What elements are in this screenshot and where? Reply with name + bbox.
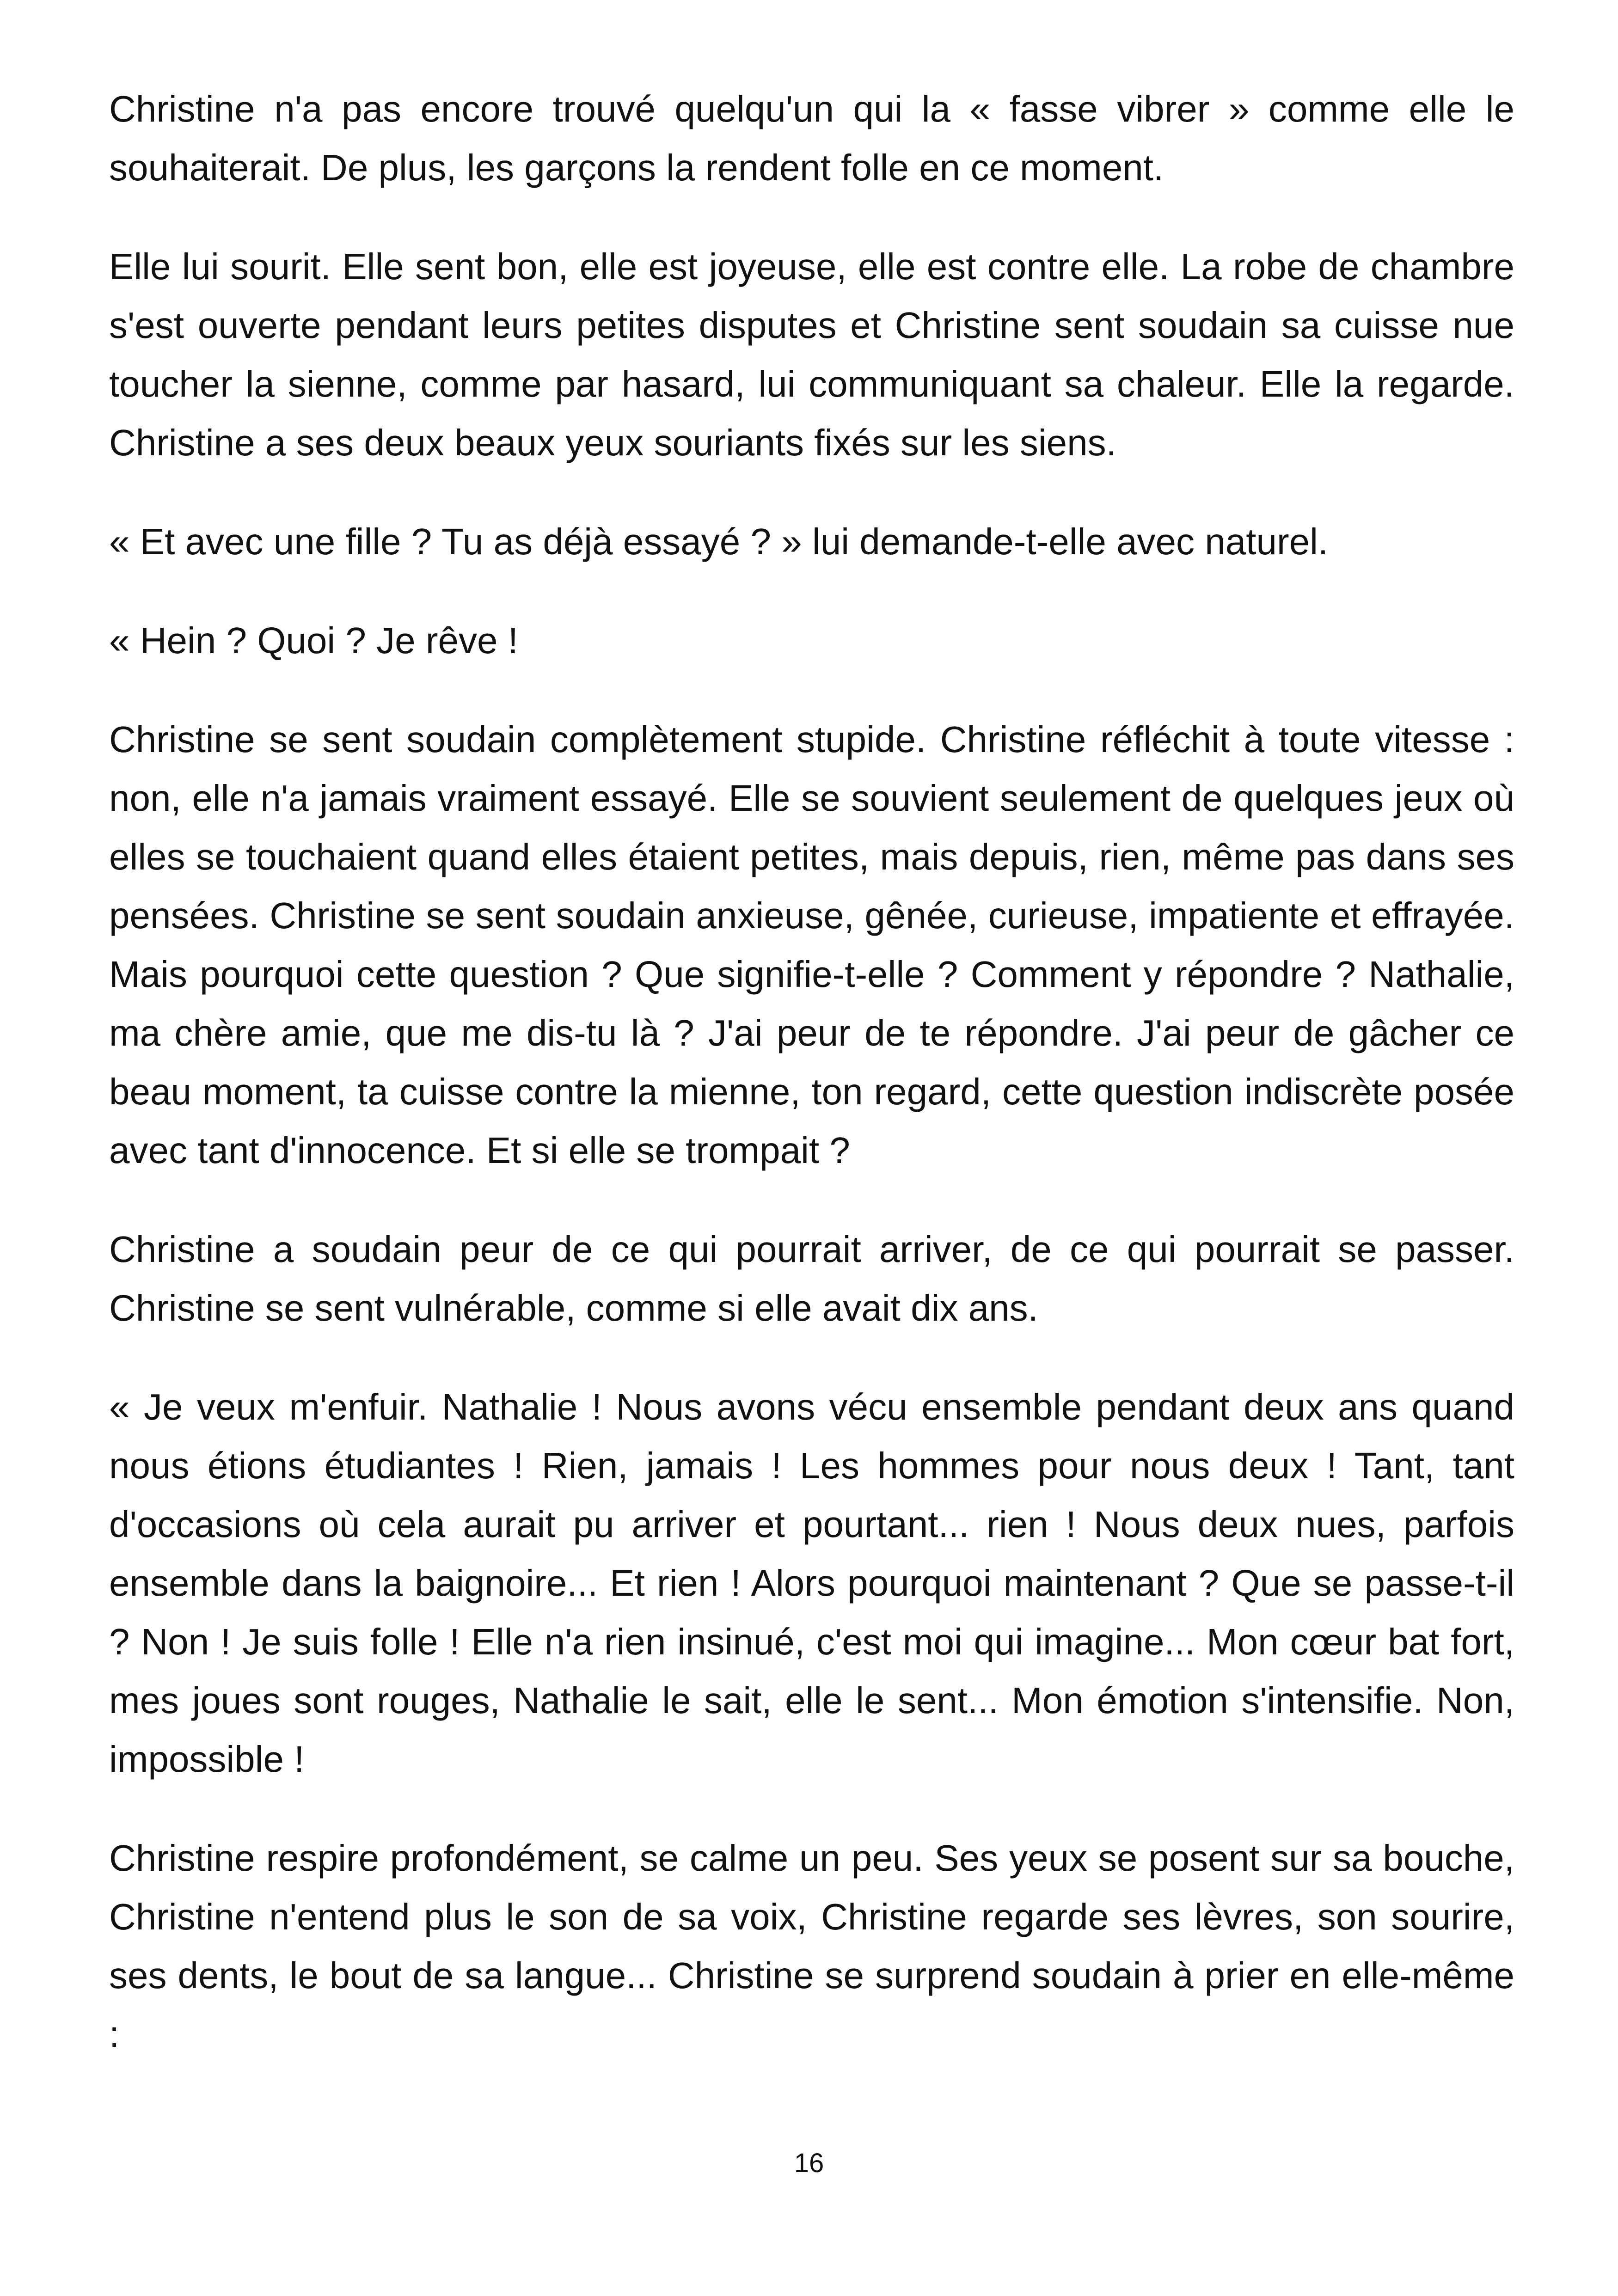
paragraph: Elle lui sourit. Elle sent bon, elle est joyeuse, elle est contre elle. La robe de chambre s'est ouverte pendant leurs petites disputes et Christine sent soudain sa cuisse nue toucher la sienne, comme par hasard, lui communiquant sa chaleur. Elle la regarde. Christine a ses deux beaux yeux souriants fixés sur les siens. <box>109 246 1514 463</box>
body-text <box>109 80 1514 2104</box>
paragraph: Christine n'a pas encore trouvé quelqu'un qui la « fasse vibrer » comme elle le souhaiterait. De plus, les garçons la rendent folle en ce moment. <box>109 88 1514 188</box>
page-number: 16 <box>794 2148 824 2178</box>
paragraph: Christine a soudain peur de ce qui pourrait arriver, de ce qui pourrait se passer. Christine se sent vulnérable, comme si elle avait dix ans. <box>109 1229 1514 1329</box>
paragraph: « Et avec une fille ? Tu as déjà essayé ? » lui demande-t-elle avec naturel. <box>109 521 1329 562</box>
paragraph: « Je veux m'enfuir. Nathalie ! Nous avons vécu ensemble pendant deux ans quand nous étions étudiantes ! Rien, jamais ! Les hommes pour nous deux ! Tant, tant d'occasions où cela aurait pu arriver et pourtant... rien ! Nous deux nues, parfois ensemble dans la baignoire... Et rien ! Alors pourquoi maintenant ? Que se passe-t-il ? Non ! Je suis folle ! Elle n'a rien insinué, c'est moi qui imagine... Mon cœur bat fort, mes joues sont rouges, Nathalie le sait, elle le sent... Mon émotion s'intensifie. Non, impossible ! <box>109 1386 1514 1780</box>
paragraph: Christine respire profondément, se calme un peu. Ses yeux se posent sur sa bouche, Christine n'entend plus le son de sa voix, Christine regarde ses lèvres, son sourire, ses dents, le bout de sa langue... Christine se surprend soudain à prier en elle-même : <box>109 1837 1514 2055</box>
paragraph: « Hein ? Quoi ? Je rêve ! <box>109 620 518 661</box>
paragraph: Christine se sent soudain complètement stupide. Christine réfléchit à toute vitesse : non, elle n'a jamais vraiment essayé. Elle se souvient seulement de quelques jeux où elles se touchaient quand elles étaient petites, mais depuis, rien, même pas dans ses pensées. Christine se sent soudain anxieuse, gênée, curieuse, impatiente et effrayée. Mais pourquoi cette question ? Que signifie-t-elle ? Comment y répondre ? Nathalie, ma chère amie, que me dis-tu là ? J'ai peur de te répondre. J'ai peur de gâcher ce beau moment, ta cuisse contre la mienne, ton regard, cette question indiscrète posée avec tant d'innocence. Et si elle se trompait ? <box>109 719 1514 1171</box>
